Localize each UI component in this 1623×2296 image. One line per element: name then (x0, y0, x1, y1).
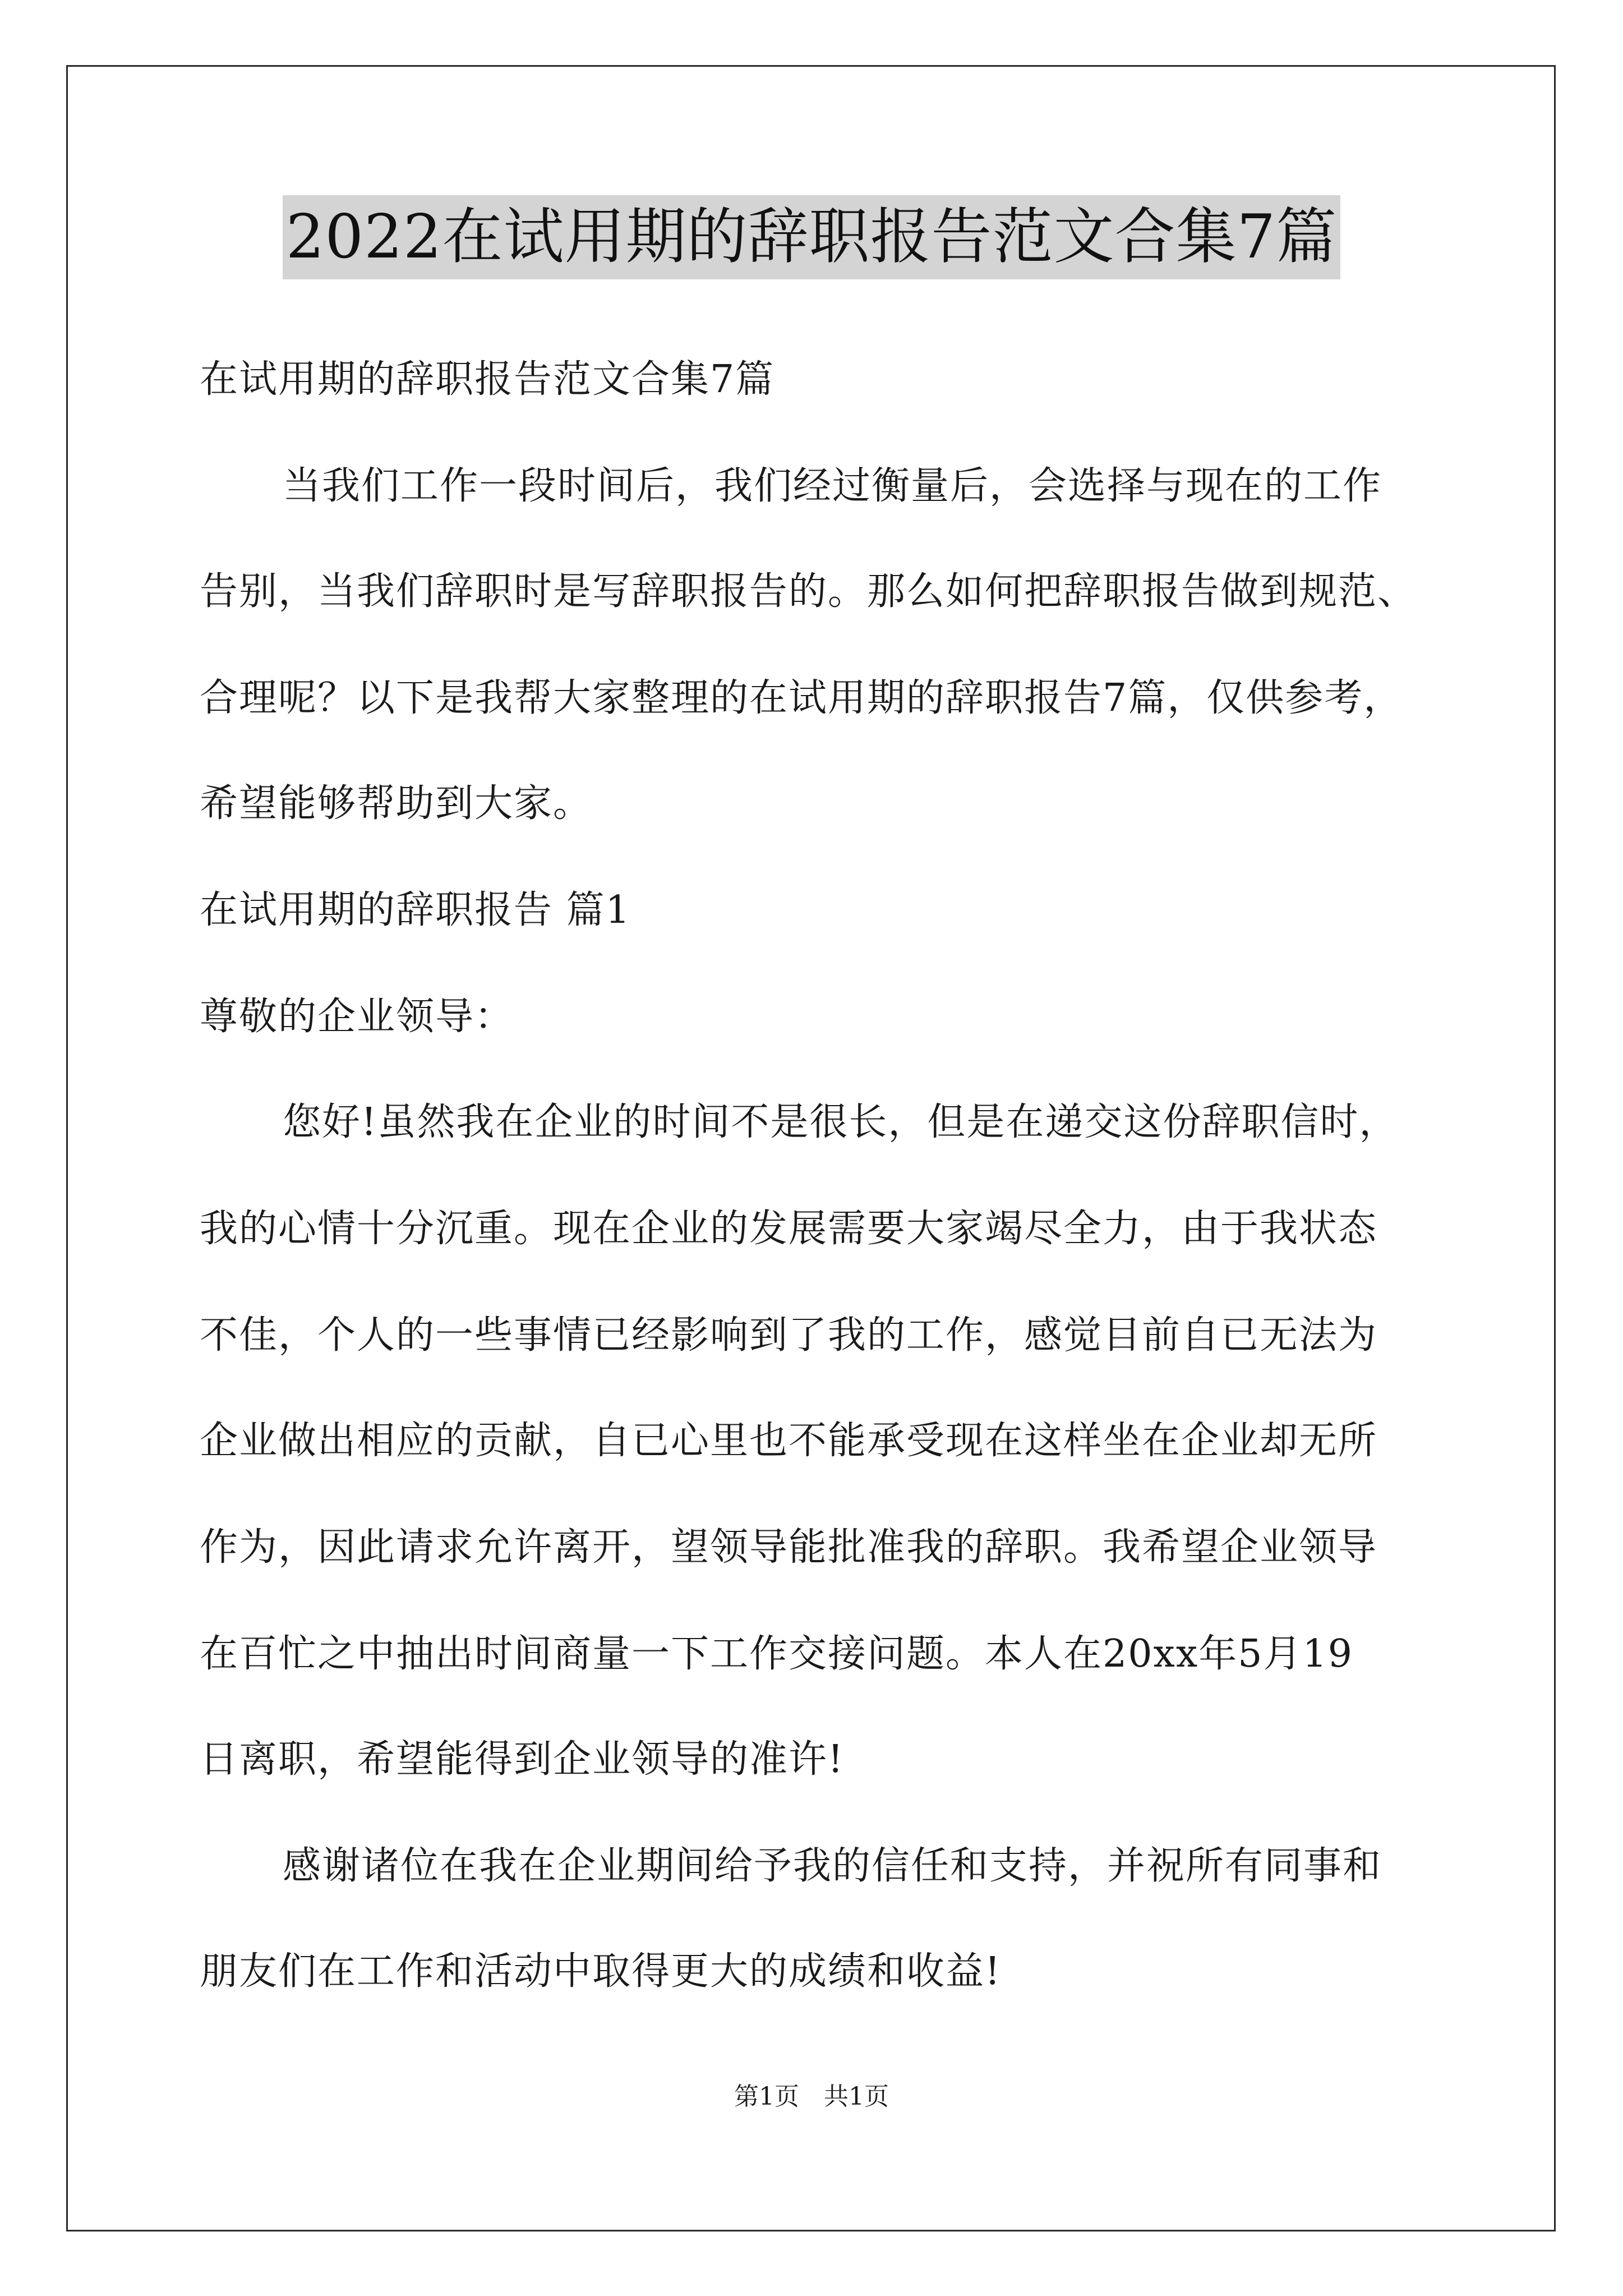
page-number-footer: 第1页 共1页 (734, 2082, 889, 2111)
intro-paragraph-line: 合理呢？以下是我帮大家整理的在试用期的辞职报告7篇，仅供参考， (200, 676, 1403, 720)
section-heading: 在试用期的辞职报告 篇1 (200, 888, 631, 932)
body-paragraph-line: 企业做出相应的贡献，自已心里也不能承受现在这样坐在企业却无所 (200, 1419, 1378, 1463)
closing-paragraph-line: 感谢诸位在我在企业期间给予我的信任和支持，并祝所有同事和 (283, 1844, 1382, 1888)
subtitle-line: 在试用期的辞职报告范文合集7篇 (200, 357, 775, 402)
intro-paragraph-line: 当我们工作一段时间后，我们经过衡量后，会选择与现在的工作 (283, 464, 1382, 508)
body-paragraph-line: 日离职，希望能得到企业领导的准许! (200, 1737, 845, 1782)
salutation: 尊敬的企业领导： (200, 995, 514, 1039)
body-paragraph-line: 作为，因此请求允许离开，望领导能批准我的辞职。我希望企业领导 (200, 1525, 1378, 1570)
body-paragraph-line: 我的心情十分沉重。现在企业的发展需要大家竭尽全力，由于我状态 (200, 1207, 1378, 1251)
intro-paragraph-line: 告别，当我们辞职时是写辞职报告的。那么如何把辞职报告做到规范、 (200, 569, 1417, 614)
closing-paragraph-line: 朋友们在工作和活动中取得更大的成绩和收益! (200, 1949, 1002, 1994)
body-paragraph-line: 不佳，个人的一些事情已经影响到了我的工作，感觉目前自已无法为 (200, 1313, 1378, 1358)
intro-paragraph-line: 希望能够帮助到大家。 (200, 781, 593, 826)
body-paragraph-line: 在百忙之中抽出时间商量一下工作交接问题。本人在20xx年5月19 (200, 1632, 1354, 1676)
title-container (0, 195, 1623, 279)
document-title: 2022在试用期的辞职报告范文合集7篇 (283, 195, 1341, 279)
body-paragraph-line: 您好!虽然我在企业的时间不是很长，但是在递交这份辞职信时， (283, 1100, 1399, 1144)
